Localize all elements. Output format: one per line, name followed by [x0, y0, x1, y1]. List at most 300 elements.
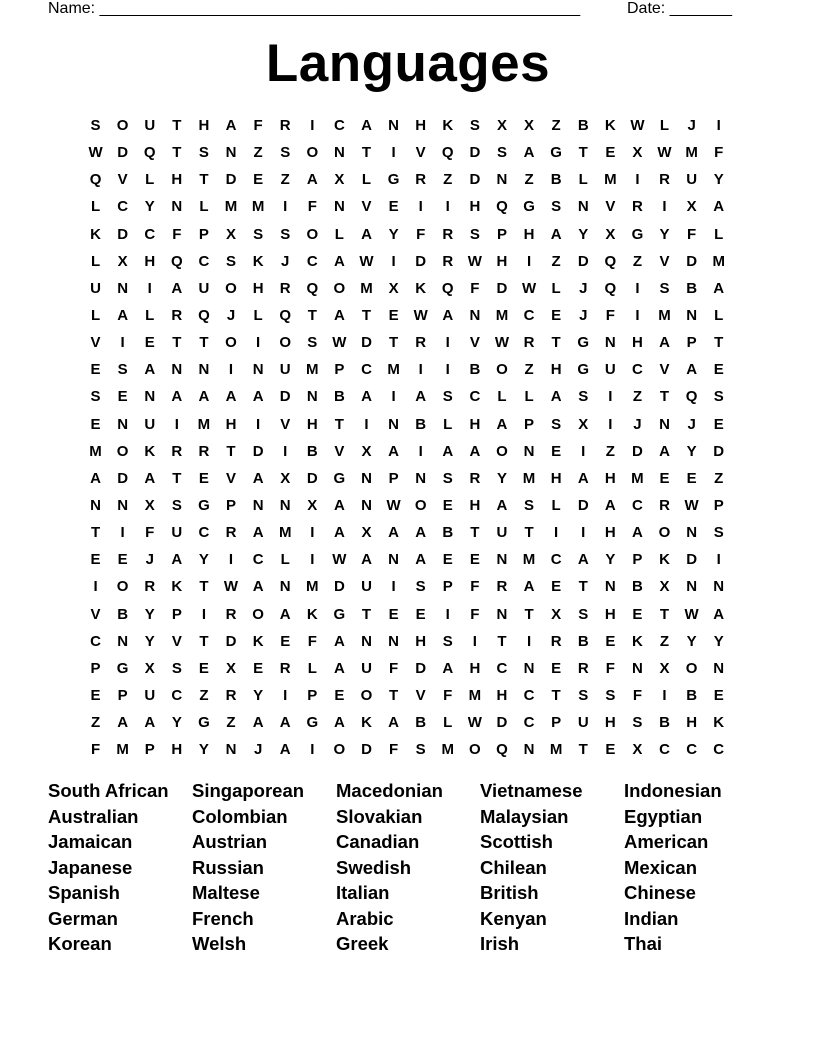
grid-letter: C: [496, 659, 508, 677]
grid-letter: D: [496, 714, 508, 732]
grid-letter: L: [90, 306, 101, 324]
grid-letter: P: [388, 469, 399, 487]
grid-letter: R: [279, 117, 291, 134]
grid-letter: G: [387, 171, 400, 189]
grid-letter: B: [442, 524, 454, 542]
grid-letter: U: [279, 361, 291, 379]
grid-letter: M: [604, 171, 617, 189]
grid-letter: Y: [198, 551, 209, 569]
grid-letter: T: [388, 686, 399, 704]
grid-letter: V: [226, 469, 237, 487]
grid-letter: C: [659, 741, 670, 759]
grid-letter: A: [252, 469, 264, 487]
grid-letter: S: [578, 686, 589, 704]
word-list-item: Irish: [480, 933, 520, 954]
grid-letter: J: [633, 415, 642, 433]
grid-letter: U: [144, 117, 156, 134]
grid-letter: D: [117, 144, 129, 162]
grid-letter: H: [469, 198, 481, 216]
grid-letter: O: [252, 605, 264, 623]
word-list-item: American: [624, 831, 709, 852]
grid-letter: E: [388, 605, 399, 623]
grid-letter: L: [551, 279, 561, 297]
grid-letter: P: [442, 578, 453, 596]
grid-letter: H: [469, 659, 481, 677]
grid-letter: W: [630, 117, 645, 134]
grid-letter: H: [306, 415, 318, 433]
grid-letter: Q: [143, 144, 156, 162]
word-list-item: Jamaican: [48, 831, 133, 852]
grid-letter: A: [686, 361, 698, 379]
grid-letter: J: [687, 415, 696, 433]
grid-letter: D: [577, 252, 589, 270]
grid-letter: G: [333, 605, 346, 623]
grid-letter: X: [307, 496, 318, 514]
grid-letter: S: [469, 225, 480, 243]
grid-letter: D: [252, 442, 264, 460]
grid-letter: J: [687, 117, 696, 134]
grid-letter: E: [415, 605, 426, 623]
grid-letter: I: [635, 171, 640, 189]
word-search-grid: [82, 112, 732, 763]
grid-letter: R: [577, 659, 589, 677]
grid-letter: L: [145, 171, 155, 189]
grid-letter: S: [90, 117, 101, 134]
grid-letter: G: [116, 659, 129, 677]
grid-letter: V: [415, 686, 426, 704]
grid-letter: N: [496, 605, 508, 623]
grid-letter: E: [442, 496, 453, 514]
grid-letter: E: [659, 469, 670, 487]
grid-letter: O: [360, 686, 373, 704]
grid-letter: R: [442, 225, 454, 243]
page-title: Languages: [265, 34, 551, 93]
grid-letter: H: [496, 686, 508, 704]
grid-letter: X: [361, 442, 372, 460]
word-list-item: Spanish: [48, 882, 120, 903]
grid-letter: P: [713, 496, 724, 514]
grid-letter: B: [577, 117, 589, 134]
grid-letter: S: [632, 714, 643, 732]
grid-letter: O: [658, 524, 671, 542]
grid-letter: L: [253, 306, 263, 324]
grid-letter: O: [116, 442, 129, 460]
grid-letter: E: [605, 144, 616, 162]
grid-letter: M: [360, 279, 373, 297]
grid-letter: E: [144, 334, 155, 352]
grid-letter: M: [522, 551, 536, 569]
grid-letter: J: [281, 252, 290, 270]
grid-letter: M: [658, 306, 671, 324]
grid-letter: T: [714, 334, 724, 352]
grid-letter: A: [252, 578, 264, 596]
grid-letter: I: [310, 117, 315, 134]
grid-letter: U: [686, 171, 698, 189]
grid-letter: O: [685, 659, 698, 677]
grid-letter: N: [496, 171, 508, 189]
grid-letter: A: [252, 524, 264, 542]
grid-letter: E: [253, 171, 264, 189]
grid-letter: R: [198, 442, 210, 460]
grid-letter: A: [279, 605, 291, 623]
grid-letter: Z: [226, 714, 236, 732]
grid-letter: T: [659, 605, 670, 623]
grid-letter: I: [310, 741, 315, 759]
grid-letter: H: [604, 469, 616, 487]
grid-letter: E: [713, 361, 724, 379]
grid-letter: T: [470, 524, 480, 542]
word-list-item: Scottish: [480, 831, 553, 852]
grid-letter: L: [524, 388, 534, 406]
grid-letter: H: [225, 415, 237, 433]
grid-letter: M: [549, 741, 563, 759]
grid-letter: Z: [443, 171, 453, 189]
grid-letter: N: [333, 198, 345, 216]
grid-letter: F: [605, 659, 615, 677]
grid-letter: I: [418, 198, 423, 216]
grid-letter: O: [333, 279, 346, 297]
grid-letter: N: [496, 551, 508, 569]
grid-letter: U: [577, 714, 589, 732]
grid-letter: V: [334, 442, 345, 460]
grid-letter: T: [361, 306, 372, 324]
grid-letter: F: [632, 686, 642, 704]
grid-letter: T: [578, 578, 588, 596]
grid-letter: W: [684, 496, 699, 514]
grid-letter: Z: [280, 171, 290, 189]
grid-letter: A: [469, 442, 481, 460]
grid-letter: A: [361, 551, 372, 569]
grid-letter: G: [550, 144, 562, 162]
grid-letter: B: [686, 686, 698, 704]
grid-letter: I: [310, 551, 315, 569]
grid-letter: Z: [253, 144, 263, 162]
word-list-item: Colombian: [192, 805, 288, 827]
grid-letter: P: [144, 741, 155, 759]
grid-letter: L: [714, 306, 724, 324]
grid-letter: A: [252, 714, 264, 732]
grid-letter: P: [226, 496, 237, 514]
grid-letter: F: [388, 741, 399, 759]
grid-letter: W: [467, 252, 482, 270]
grid-letter: J: [253, 741, 263, 759]
grid-letter: U: [171, 524, 183, 542]
grid-letter: K: [252, 252, 264, 270]
grid-letter: L: [497, 388, 507, 406]
grid-letter: T: [199, 578, 209, 596]
grid-letter: M: [306, 578, 319, 596]
grid-letter: A: [388, 524, 399, 542]
grid-letter: A: [361, 225, 372, 243]
grid-letter: E: [686, 469, 697, 487]
grid-letter: R: [225, 605, 237, 623]
grid-letter: N: [388, 632, 399, 650]
grid-letter: N: [361, 496, 372, 514]
grid-letter: O: [225, 334, 237, 352]
grid-letter: S: [551, 198, 562, 216]
grid-letter: N: [144, 388, 156, 406]
grid-letter: A: [361, 388, 372, 406]
grid-letter: N: [577, 198, 589, 216]
grid-letter: X: [144, 659, 155, 677]
grid-letter: X: [496, 117, 507, 134]
grid-letter: S: [171, 496, 182, 514]
grid-letter: M: [251, 198, 265, 216]
grid-letter: D: [632, 442, 643, 460]
word-list-item: Arabic: [336, 907, 394, 929]
grid-letter: P: [198, 225, 209, 243]
grid-letter: P: [524, 415, 535, 433]
grid-letter: D: [225, 171, 237, 189]
grid-letter: W: [386, 496, 401, 514]
word-list-item: Macedonian: [336, 780, 443, 801]
grid-letter: I: [526, 632, 532, 650]
grid-letter: V: [605, 198, 616, 216]
word-list-item: Russian: [192, 856, 264, 878]
grid-letter: K: [252, 632, 264, 650]
grid-letter: A: [333, 496, 345, 514]
grid-letter: A: [252, 388, 264, 406]
grid-letter: X: [524, 117, 535, 134]
grid-letter: E: [388, 306, 399, 324]
grid-letter: S: [524, 496, 535, 514]
grid-letter: A: [144, 714, 156, 732]
grid-letter: I: [418, 361, 423, 379]
grid-letter: M: [197, 415, 211, 433]
grid-letter: C: [469, 388, 481, 406]
grid-letter: E: [551, 306, 562, 324]
grid-letter: Z: [199, 686, 209, 704]
grid-letter: C: [171, 686, 183, 704]
grid-letter: F: [145, 524, 155, 542]
grid-letter: R: [659, 171, 670, 189]
grid-letter: D: [117, 225, 129, 243]
grid-letter: L: [334, 225, 344, 243]
grid-letter: T: [551, 686, 561, 704]
grid-letter: P: [90, 659, 101, 677]
grid-letter: E: [713, 415, 724, 433]
grid-letter: A: [523, 578, 535, 596]
grid-letter: N: [604, 578, 616, 596]
grid-letter: E: [713, 686, 724, 704]
word-list-item: Thai: [624, 933, 663, 954]
grid-letter: E: [605, 632, 616, 650]
grid-letter: I: [445, 361, 450, 379]
grid-letter: U: [144, 686, 156, 704]
grid-letter: G: [523, 198, 535, 216]
grid-letter: Z: [659, 632, 670, 650]
grid-letter: O: [333, 741, 346, 759]
grid-letter: N: [388, 415, 399, 433]
grid-letter: C: [90, 632, 101, 650]
grid-letter: T: [361, 144, 372, 162]
grid-letter: C: [252, 551, 264, 569]
grid-letter: E: [280, 632, 291, 650]
grid-letter: S: [578, 388, 589, 406]
grid-letter: I: [391, 144, 396, 162]
grid-letter: S: [713, 388, 724, 406]
grid-letter: S: [253, 225, 264, 243]
grid-letter: I: [283, 198, 288, 216]
grid-letter: O: [414, 496, 427, 514]
grid-letter: N: [333, 144, 345, 162]
grid-letter: K: [306, 605, 318, 623]
grid-letter: S: [198, 144, 209, 162]
grid-letter: T: [172, 117, 182, 134]
grid-letter: B: [333, 388, 345, 406]
grid-letter: U: [90, 279, 101, 297]
grid-letter: A: [550, 388, 562, 406]
grid-letter: P: [117, 686, 128, 704]
grid-letter: N: [388, 117, 399, 134]
grid-letter: I: [608, 388, 613, 406]
grid-letter: O: [306, 225, 319, 243]
grid-letter: N: [686, 524, 698, 542]
grid-letter: I: [228, 551, 234, 569]
grid-letter: M: [631, 469, 644, 487]
grid-letter: N: [252, 361, 264, 379]
grid-letter: C: [306, 252, 318, 270]
grid-letter: I: [391, 252, 396, 270]
grid-letter: A: [659, 442, 670, 460]
grid-letter: A: [442, 659, 454, 677]
grid-letter: H: [604, 605, 616, 623]
grid-letter: C: [523, 686, 535, 704]
grid-letter: D: [415, 659, 427, 677]
grid-letter: I: [391, 388, 396, 406]
word-list-item: Italian: [336, 882, 390, 903]
grid-letter: N: [225, 741, 237, 759]
grid-letter: E: [632, 605, 643, 623]
grid-letter: F: [605, 306, 615, 324]
grid-letter: T: [524, 605, 534, 623]
grid-letter: Y: [713, 171, 724, 189]
word-list-item: Slovakian: [336, 805, 423, 827]
grid-letter: L: [280, 551, 290, 569]
grid-letter: E: [117, 388, 128, 406]
grid-letter: M: [468, 686, 482, 704]
grid-letter: A: [659, 334, 670, 352]
grid-letter: X: [659, 578, 670, 596]
word-list-item: Mexican: [624, 856, 698, 878]
grid-letter: S: [469, 117, 480, 134]
grid-letter: Y: [171, 714, 182, 732]
grid-letter: S: [659, 279, 670, 297]
grid-letter: A: [306, 171, 318, 189]
grid-letter: T: [172, 144, 182, 162]
grid-letter: P: [334, 361, 345, 379]
grid-letter: E: [605, 741, 616, 759]
grid-letter: C: [117, 198, 129, 216]
grid-letter: O: [225, 279, 237, 297]
grid-letter: X: [605, 225, 616, 243]
grid-letter: T: [524, 524, 534, 542]
grid-letter: R: [496, 578, 508, 596]
grid-letter: O: [496, 361, 508, 379]
grid-letter: S: [226, 252, 237, 270]
grid-letter: L: [714, 225, 724, 243]
grid-letter: T: [199, 334, 209, 352]
grid-letter: P: [686, 334, 697, 352]
grid-letter: O: [496, 442, 508, 460]
grid-letter: V: [90, 605, 101, 623]
grid-letter: N: [686, 578, 698, 596]
grid-letter: Q: [170, 252, 183, 270]
grid-letter: C: [361, 361, 372, 379]
grid-letter: D: [686, 252, 698, 270]
grid-letter: F: [172, 225, 182, 243]
grid-letter: I: [635, 279, 640, 297]
grid-letter: P: [307, 686, 318, 704]
grid-letter: R: [523, 334, 535, 352]
grid-letter: A: [523, 144, 535, 162]
grid-letter: Q: [441, 279, 454, 297]
grid-letter: Q: [604, 252, 617, 270]
grid-letter: I: [310, 524, 315, 542]
grid-letter: X: [361, 524, 372, 542]
grid-letter: T: [551, 334, 561, 352]
grid-letter: D: [361, 334, 372, 352]
grid-letter: V: [361, 198, 372, 216]
grid-letter: U: [198, 279, 210, 297]
grid-letter: A: [713, 605, 725, 623]
grid-letter: E: [334, 686, 345, 704]
grid-letter: A: [604, 496, 616, 514]
grid-letter: B: [577, 632, 589, 650]
grid-letter: R: [225, 686, 237, 704]
grid-letter: S: [442, 469, 453, 487]
grid-letter: N: [632, 659, 643, 677]
grid-letter: R: [550, 632, 562, 650]
grid-letter: E: [90, 686, 101, 704]
grid-letter: T: [90, 524, 101, 542]
word-list: [48, 780, 768, 959]
grid-letter: N: [361, 469, 372, 487]
word-list-item: French: [192, 907, 254, 929]
grid-letter: N: [306, 388, 318, 406]
grid-letter: F: [470, 279, 480, 297]
grid-letter: R: [442, 252, 454, 270]
grid-letter: M: [116, 741, 129, 759]
grid-letter: F: [470, 605, 480, 623]
grid-letter: S: [171, 659, 182, 677]
grid-letter: R: [144, 578, 156, 596]
grid-letter: I: [716, 551, 721, 569]
grid-letter: Z: [632, 388, 642, 406]
grid-letter: Q: [496, 741, 508, 759]
grid-letter: Z: [90, 714, 101, 732]
grid-letter: L: [551, 496, 561, 514]
grid-letter: X: [144, 496, 155, 514]
grid-letter: S: [415, 578, 426, 596]
grid-letter: A: [550, 225, 562, 243]
grid-letter: I: [418, 442, 423, 460]
grid-letter: A: [713, 279, 725, 297]
grid-letter: T: [578, 741, 588, 759]
grid-letter: X: [686, 198, 697, 216]
grid-letter: B: [659, 714, 670, 732]
grid-letter: A: [442, 442, 454, 460]
grid-letter: M: [89, 442, 102, 460]
grid-letter: Q: [685, 388, 698, 406]
grid-letter: I: [581, 524, 586, 542]
grid-letter: L: [443, 714, 453, 732]
grid-letter: K: [632, 632, 643, 650]
grid-letter: E: [442, 551, 453, 569]
grid-letter: F: [388, 659, 399, 677]
grid-letter: A: [333, 659, 345, 677]
grid-letter: Y: [144, 198, 155, 216]
